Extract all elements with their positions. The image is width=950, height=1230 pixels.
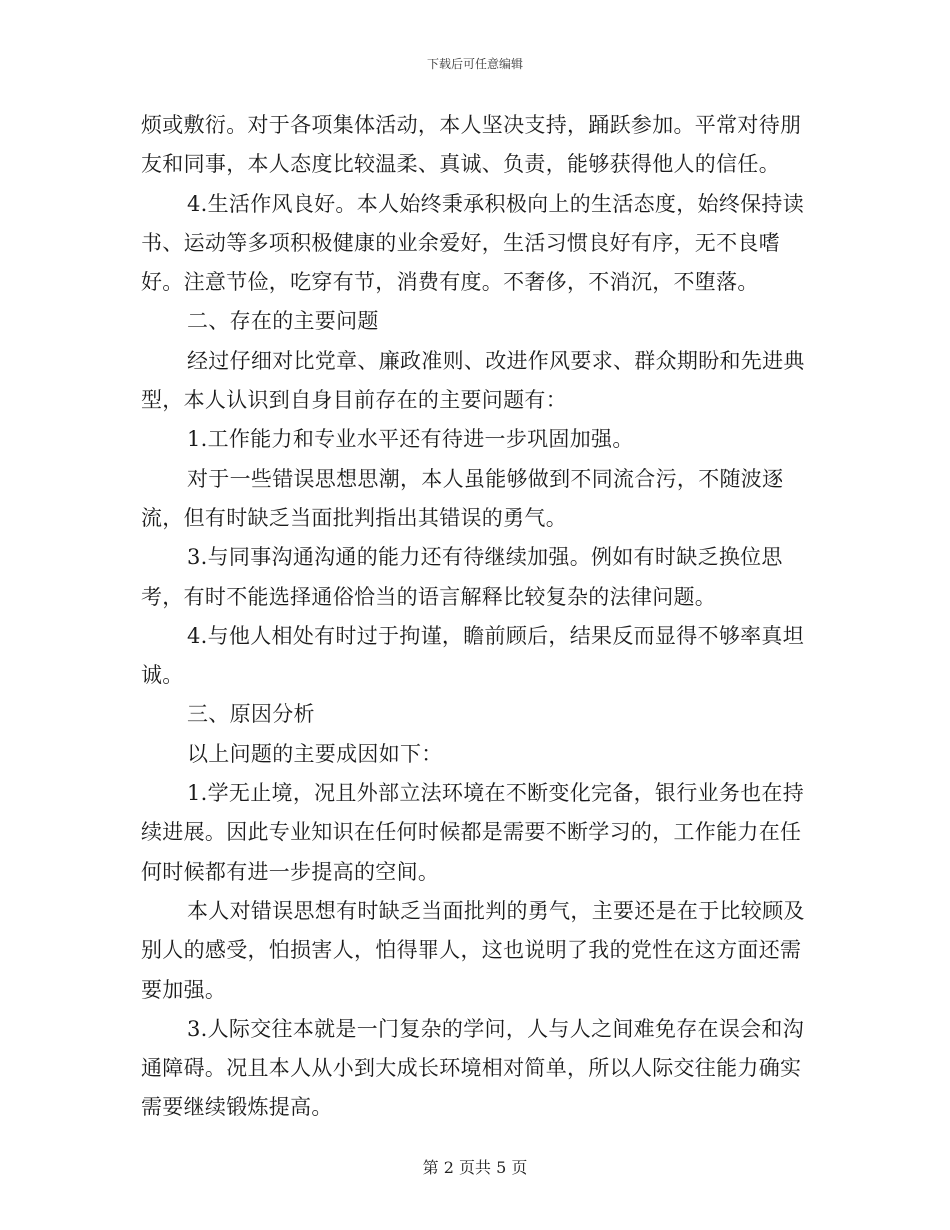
document-body [141,106,811,1128]
section-heading: 二、存在的主要问题 [187,309,379,334]
paragraph: 本人对错误思想有时缺乏当面批判的勇气，主要还是在于比较顾及别人的感受，怕损害人，怕得罪人，这也说明了我的党性在这方面还需要加强。 [141,898,805,1002]
paragraph: 烦或敷衍。对于各项集体活动，本人坚决支持，踊跃参加。平常对待朋友和同事，本人态度比较温柔、真诚、负责，能够获得他人的信任。 [141,113,802,177]
paragraph: 对于一些错误思想思潮，本人虽能够做到不同流合污，不随波逐流，但有时缺乏当面批判指出其错误的勇气。 [141,466,784,530]
list-item: 3.与同事沟通沟通的能力还有待继续加强。例如有时缺乏换位思考，有时不能选择通俗恰当的语言解释比较复杂的法律问题。 [141,545,783,609]
paragraph: 以上问题的主要成因如下： [187,741,443,766]
section-heading: 三、原因分析 [187,702,315,727]
page-header: 下载后可任意编辑 [426,57,523,71]
list-item: 4.与他人相处有时过于拘谨，瞻前顾后，结果反而显得不够率真坦诚。 [141,623,805,688]
list-item: 1.工作能力和专业水平还有待进一步巩固加强。 [187,427,634,452]
list-item: 3.人际交往本就是一门复杂的学问，人与人之间难免存在误会和沟通障碍。况且本人从小到大成长环境相对简单，所以人际交往能力确实需要继续锻炼提高。 [141,1016,805,1120]
page-footer: 第 2 页共 5 页 [422,1158,528,1177]
paragraph: 4.生活作风良好。本人始终秉承积极向上的生活态度，始终保持读书、运动等多项积极健康的业余爱好，生活习惯良好有序，无不良嗜好。注意节俭，吃穿有节，消费有度。不奢侈，不消沉，不堕落。 [141,191,805,295]
paragraph: 经过仔细对比党章、廉政准则、改进作风要求、群众期盼和先进典型，本人认识到自身目前存在的主要问题有： [141,348,805,413]
list-item: 1.学无止境，况且外部立法环境在不断变化完备，银行业务也在持续进展。因此专业知识在任何时候都是需要不断学习的，工作能力在任何时候都有进一步提高的空间。 [141,781,805,884]
